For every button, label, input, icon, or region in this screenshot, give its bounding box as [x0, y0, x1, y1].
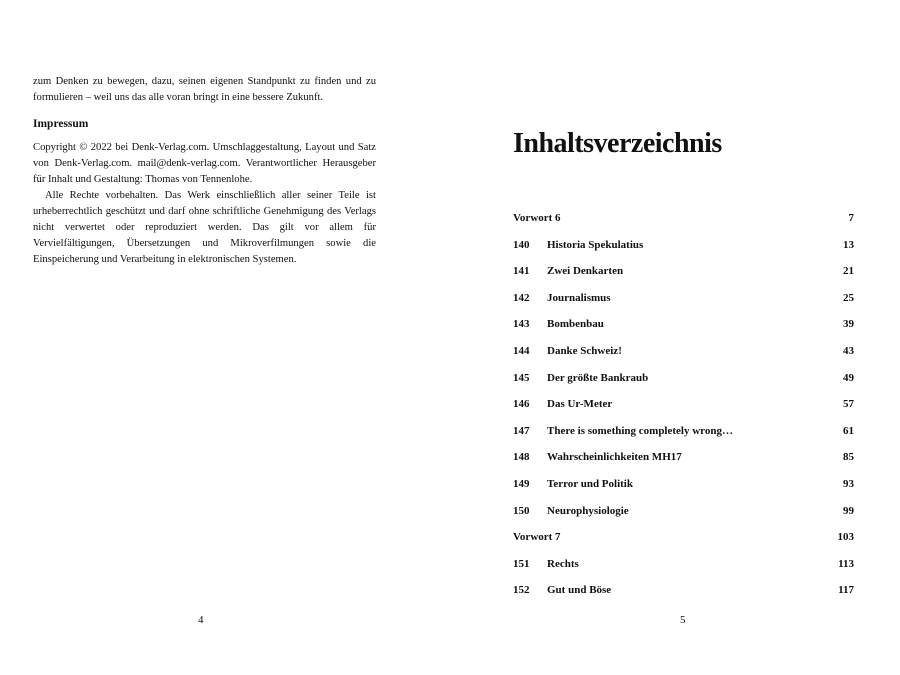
toc-entry-title: Rechts: [547, 557, 579, 570]
toc-section-label: Vorwort 7: [513, 531, 561, 544]
toc-entry: [513, 345, 854, 372]
toc-entry-number: 146: [513, 398, 530, 411]
toc-entry-title: Zwei Denkarten: [547, 265, 624, 278]
impressum-rights-paragraph: Alle Rechte vorbehalten. Das Werk einschließlich aller seiner Teile ist urheberrechtlich geschützt und darf ohne schriftliche Genehmigung des Verlags nicht verwertet oder reproduziert werden. Das gilt vor allem für Vervielfältigungen, Übersetzungen und Mikroverfilmungen sowie die Einspeicherung und Verarbeitung in elektronischen Systemen.: [33, 190, 376, 265]
toc-entry: [513, 212, 854, 239]
toc-entry-number: 148: [513, 451, 530, 464]
toc-entry-title: Das Ur-Meter: [547, 398, 613, 411]
toc-section-label: Vorwort 6: [513, 212, 561, 224]
toc-entry-page: 117: [838, 584, 854, 597]
toc-entry-title: Historia Spekulatius: [547, 238, 644, 251]
toc-entry: [513, 372, 854, 399]
toc-entry-page: 25: [843, 291, 854, 304]
toc-entry-page: 113: [838, 557, 854, 570]
toc-entry: [513, 265, 854, 292]
toc-entry: [513, 451, 854, 478]
page-number-right: 5: [680, 614, 686, 626]
toc-title: Inhaltsverzeichnis: [513, 128, 722, 159]
toc-entry-page: 49: [843, 371, 854, 384]
toc-entry-number: 144: [513, 344, 530, 357]
toc-entry: [513, 425, 854, 452]
toc-entry-number: 141: [513, 265, 530, 278]
toc-entry-page: 43: [843, 344, 854, 357]
table-of-contents: [513, 212, 854, 611]
right-page: [450, 0, 900, 675]
impressum-heading: Impressum: [33, 118, 89, 130]
impressum-copyright-paragraph: Copyright © 2022 bei Denk-Verlag.com. Umschlaggestaltung, Layout und Satz von Denk-Verlag.com. mail@denk-verlag.com. Verantwortlicher Herausgeber für Inhalt und Gestaltung: Thomas von Tennenlohe.: [33, 142, 376, 185]
toc-entry-title: There is something completely wrong…: [547, 424, 733, 437]
toc-entry-page: 57: [843, 398, 854, 411]
intro-paragraph: [33, 74, 376, 106]
toc-entry-page: 93: [843, 477, 854, 490]
toc-entry: [513, 558, 854, 585]
toc-entry-page: 13: [843, 238, 854, 251]
toc-entry: [513, 318, 854, 345]
toc-entry-title: Wahrscheinlichkeiten MH17: [547, 451, 682, 464]
toc-entry-title: Terror und Politik: [547, 477, 633, 490]
toc-entry: [513, 239, 854, 266]
toc-entry-page: 85: [843, 451, 854, 464]
toc-entry-title: Neurophysiologie: [547, 504, 629, 517]
toc-entry: [513, 292, 854, 319]
toc-entry-title: Der größte Bankraub: [547, 371, 649, 384]
toc-entry-page: 21: [843, 265, 854, 278]
toc-entry-number: 151: [513, 557, 530, 570]
toc-entry-title: Danke Schweiz!: [547, 344, 622, 357]
toc-entry-page: 7: [848, 212, 854, 224]
toc-entry-title: Journalismus: [547, 291, 611, 304]
toc-entry-number: 150: [513, 504, 530, 517]
toc-entry-title: Gut und Böse: [547, 584, 612, 597]
toc-entry-number: 145: [513, 371, 530, 384]
toc-entry: [513, 505, 854, 532]
toc-entry: [513, 584, 854, 611]
toc-entry: [513, 398, 854, 425]
toc-entry-page: 39: [843, 318, 854, 331]
toc-entry-page: 103: [837, 531, 854, 544]
toc-entry-number: 147: [513, 424, 530, 437]
page-number-left: 4: [198, 614, 204, 626]
toc-entry: [513, 478, 854, 505]
toc-entry-number: 149: [513, 477, 530, 490]
toc-entry-number: 143: [513, 318, 530, 331]
intro-text: zum Denken zu bewegen, dazu, seinen eigenen Standpunkt zu finden und zu formulieren – weil uns das alle voran bringt in eine bessere Zukunft.: [33, 76, 376, 103]
impressum-text: [33, 140, 376, 268]
toc-entry-page: 61: [843, 424, 854, 437]
toc-entry-number: 152: [513, 584, 530, 597]
toc-entry-page: 99: [843, 504, 854, 517]
toc-entry-number: 140: [513, 238, 530, 251]
toc-entry-title: Bombenbau: [547, 318, 604, 331]
toc-entry-number: 142: [513, 291, 530, 304]
toc-entry: [513, 531, 854, 558]
